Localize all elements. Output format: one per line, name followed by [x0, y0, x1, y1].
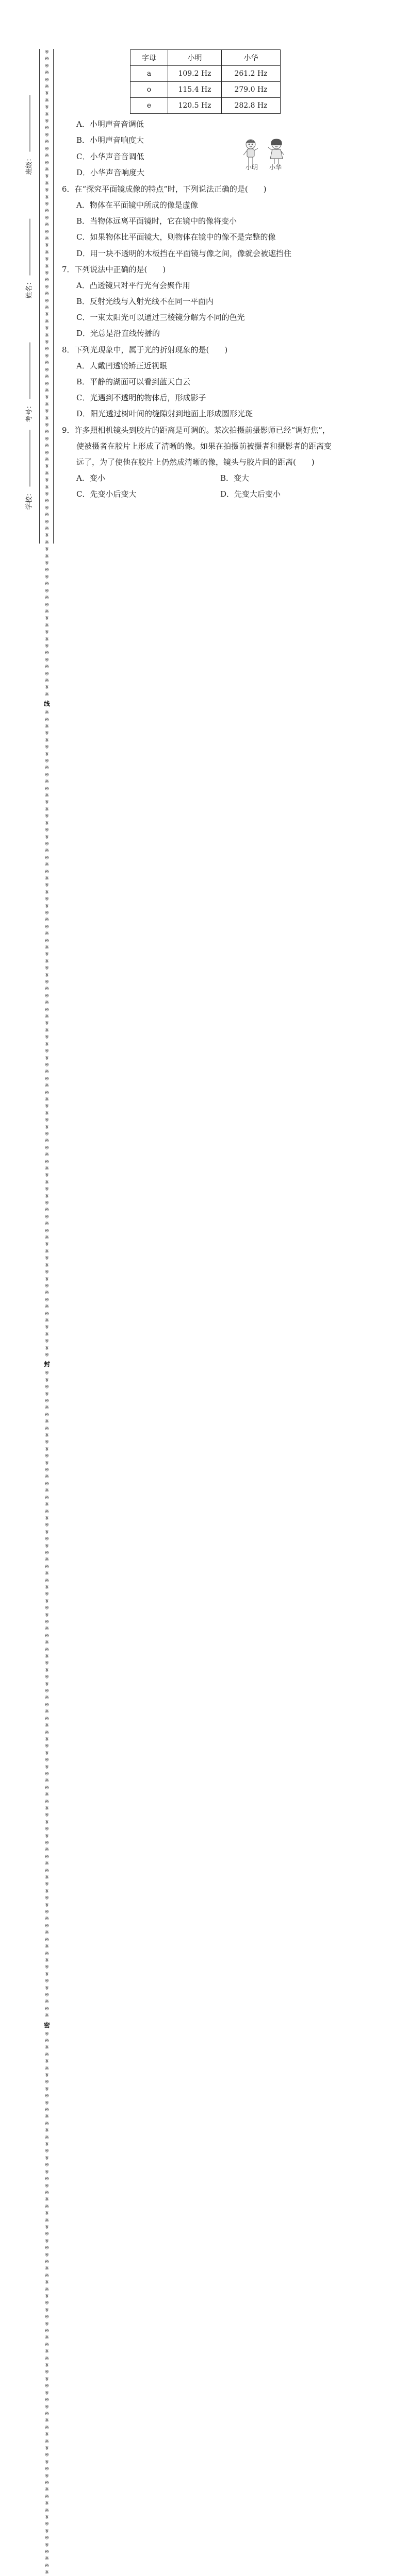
- table-cell: e: [130, 98, 168, 114]
- q9-stem-line-3: 远了，为了使他在胶片上仍然成清晰的像，镜头与胶片间的距离( ): [76, 457, 315, 467]
- table-cell: 120.5 Hz: [168, 98, 222, 114]
- q8-stem: 8．下列光现象中，属于光的折射现象的是( ): [62, 345, 228, 354]
- number-label: 考号：: [25, 402, 34, 422]
- q9-stem-line-1: 9．许多照相机镜头到胶片的距离是可调的。某次拍摄前摄影师已经“调好焦”，: [62, 426, 330, 435]
- school-label: 学校：: [25, 489, 34, 510]
- q7-stem: 7．下列说法中正确的是( ): [62, 265, 166, 274]
- q8-option-c: C．光遇到不透明的物体后，形成影子: [76, 393, 206, 402]
- q7-option-d: D．光总是沿直线传播的: [76, 329, 160, 338]
- binding-line-right: [53, 49, 54, 544]
- q7-option-c: C．一束太阳光可以通过三棱镜分解为不同的色光: [76, 313, 245, 322]
- q9-option-a: A．变小: [76, 473, 105, 483]
- class-label: 班级：: [25, 155, 34, 175]
- number-field[interactable]: [26, 342, 34, 422]
- q6-option-a: A．物体在平面镜中所成的像是虚像: [76, 200, 198, 210]
- q5-option-c: C．小华声音音调低: [76, 152, 144, 161]
- q6-option-d: D．用一块不透明的木板挡在平面镜与像之间，像就会被遮挡住: [76, 249, 292, 258]
- table-header: 小华: [222, 50, 281, 66]
- q8-option-d: D．阳光透过树叶间的缝隙射到地面上形成圆形光斑: [76, 409, 253, 418]
- name-blank: [29, 218, 30, 275]
- table-header: 字母: [130, 50, 168, 66]
- class-field[interactable]: [26, 95, 34, 175]
- table-header: 小明: [168, 50, 222, 66]
- school-field[interactable]: [26, 430, 34, 510]
- q9-stem-line-2: 使被摄者在胶片上形成了清晰的像。如果在拍摄前被摄者和摄影者的距离变: [76, 442, 332, 451]
- mark-seal: 封: [43, 1361, 50, 1368]
- q5-option-a: A．小明声音音调低: [76, 120, 144, 129]
- name-label: 姓名：: [25, 278, 34, 299]
- table-header-row: [130, 50, 281, 66]
- q6-option-c: C．如果物体比平面镜大，则物体在镜中的像不是完整的像: [76, 232, 276, 242]
- table-cell: a: [130, 66, 168, 82]
- table-row: [130, 82, 281, 98]
- class-blank: [29, 95, 30, 151]
- table-cell: o: [130, 82, 168, 98]
- star-segment: ※※※※※※※※※※※※※※※※※※※※※※※※※※※※※※※※※※※※※※※※※※※※※※※※※※※※※※※※※※※※※※※※※※※※※※※※※※※※※※※: [44, 2031, 50, 2576]
- table-cell: 261.2 Hz: [222, 66, 281, 82]
- table-cell: 115.4 Hz: [168, 82, 222, 98]
- table-row: [130, 98, 281, 114]
- girl-figure: [268, 139, 284, 164]
- boy-figure: [243, 140, 258, 164]
- q9-option-c: C．先变小后变大: [76, 489, 137, 499]
- q6-stem: 6．在“探究平面镜成像的特点”时，下列说法正确的是( ): [62, 184, 267, 194]
- number-blank: [29, 342, 30, 399]
- caption-xiaoming: 小明: [246, 164, 258, 171]
- q8-option-a: A．人戴凹透镜矫正近视眼: [76, 361, 167, 370]
- star-segment: ※※※※※※※※※※※※※※※※※※※※※※※※※※※※※※※※※※※※※※※※※※※※※※※※※※※※※※※※※※※※※※※※※※※※※※※※※※※※※※※※※※※※※※※※※※※※※※: [44, 1370, 50, 2019]
- binding-star-column: [43, 49, 51, 2576]
- q9-option-b: B．变大: [220, 473, 250, 483]
- binding-line-left: [39, 49, 40, 544]
- q5-option-d: D．小华声音响度大: [76, 168, 145, 177]
- table-cell: 279.0 Hz: [222, 82, 281, 98]
- q8-option-b: B．平静的湖面可以看到蓝天白云: [76, 377, 191, 386]
- frequency-table: [130, 49, 281, 114]
- q6-option-b: B．当物体远离平面镜时，它在镜中的像将变小: [76, 216, 237, 226]
- q5-option-b: B．小明声音响度大: [76, 135, 144, 145]
- star-segment: ※※※※※※※※※※※※※※※※※※※※※※※※※※※※※※※※※※※※※※※※※※※※※※※※※※※※※※※※※※※※※※※※※※※※※※※※※※※※※※※※※※※※※※※※※※※※※※: [44, 49, 50, 698]
- mark-line: 线: [43, 700, 50, 708]
- caption-xiaohua: 小华: [269, 164, 282, 171]
- star-segment: ※※※※※※※※※※※※※※※※※※※※※※※※※※※※※※※※※※※※※※※※※※※※※※※※※※※※※※※※※※※※※※※※※※※※※※※※※※※※※※※※※※※※※※※※※※※※※※: [44, 710, 50, 1358]
- table-cell: 109.2 Hz: [168, 66, 222, 82]
- table-cell: 282.8 Hz: [222, 98, 281, 114]
- table-row: [130, 66, 281, 82]
- q7-option-b: B．反射光线与入射光线不在同一平面内: [76, 297, 214, 306]
- school-blank: [29, 430, 30, 486]
- name-field[interactable]: [26, 218, 34, 298]
- q7-option-a: A．凸透镜只对平行光有会聚作用: [76, 281, 190, 290]
- mark-secret: 密: [43, 2021, 50, 2029]
- q9-option-d: D．先变大后变小: [220, 489, 281, 499]
